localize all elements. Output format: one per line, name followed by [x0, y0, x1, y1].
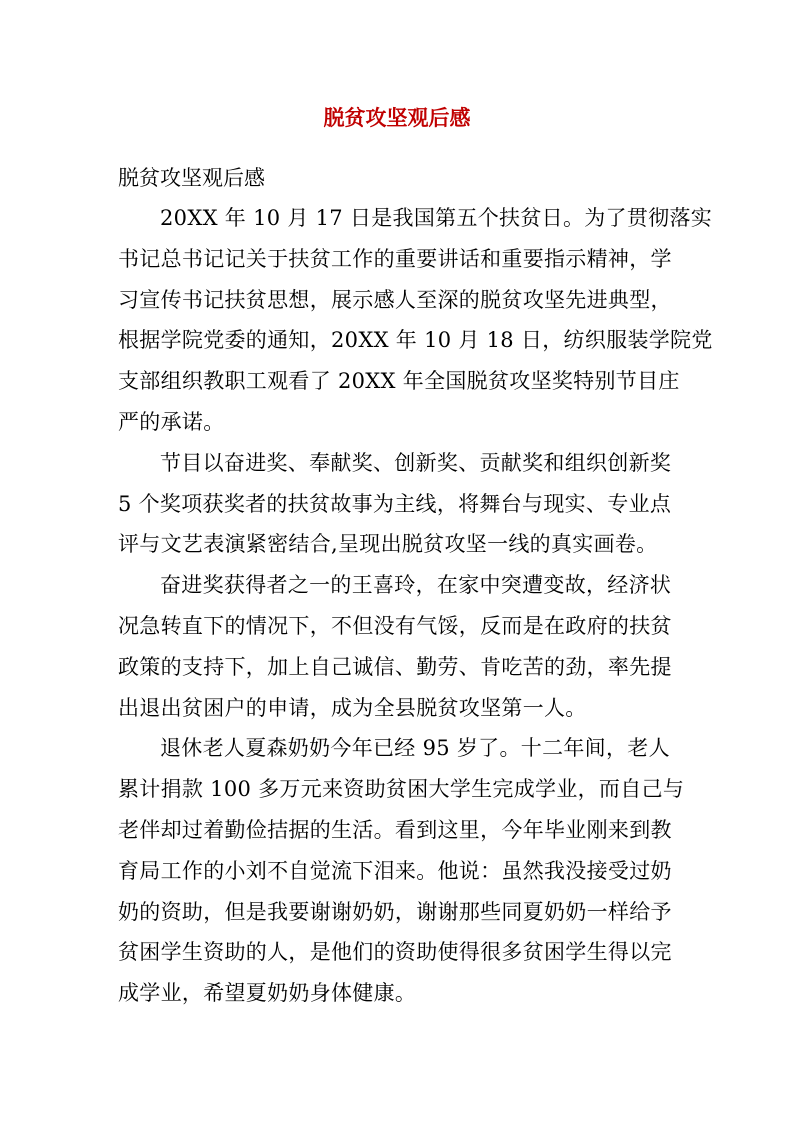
paragraph-line: 奋进奖获得者之一的王喜玲，在家中突遭变故，经济状 — [160, 573, 672, 598]
paragraph-line: 老伴却过着勤俭拮据的生活。看到这里，今年毕业刚来到教 — [118, 817, 672, 842]
paragraph-line: 累计捐款 100 多万元来资助贫困大学生完成学业，而自己与 — [118, 777, 685, 802]
document-body — [118, 158, 713, 1014]
paragraph-2 — [118, 443, 684, 565]
paragraph-line: 成学业，希望夏奶奶身体健康。 — [118, 981, 417, 1006]
paragraph-line: 政策的支持下，加上自己诚信、勤劳、肯吃苦的劲，率先提 — [118, 654, 672, 679]
document-subtitle: 脱贫攻坚观后感 — [118, 166, 265, 190]
paragraph-line: 育局工作的小刘不自觉流下泪来。他说：虽然我没接受过奶 — [118, 858, 672, 883]
paragraph-line: 评与文艺表演紧密结合,呈现出脱贫攻坚一线的真实画卷。 — [118, 532, 658, 557]
document-title: 脱贫攻坚观后感 — [323, 105, 471, 130]
paragraph-line: 贫困学生资助的人，是他们的资助使得很多贫困学生得以完 — [118, 940, 672, 965]
paragraph-line: 20XX 年 10 月 17 日是我国第五个扶贫日。为了贯彻落实 — [160, 206, 713, 230]
paragraph-line: 支部组织教职工观看了 20XX 年全国脱贫攻坚奖特别节目庄 — [118, 369, 680, 394]
paragraph-line: 况急转直下的情况下，不但没有气馁，反而是在政府的扶贫 — [118, 613, 672, 638]
paragraph-line: 严的承诺。 — [118, 409, 225, 434]
paragraph-line: 习宣传书记扶贫思想，展示感人至深的脱贫攻坚先进典型， — [118, 287, 672, 312]
paragraph-3 — [118, 565, 684, 728]
paragraph-1 — [118, 198, 713, 443]
paragraph-line: 书记总书记记关于扶贫工作的重要讲话和重要指示精神，学 — [118, 246, 672, 271]
paragraph-line: 退休老人夏森奶奶今年已经 95 岁了。十二年间，老人 — [160, 736, 670, 761]
paragraph-4 — [118, 728, 684, 1014]
paragraph-line: 根据学院党委的通知，20XX 年 10 月 18 日，纺织服装学院党 — [118, 328, 713, 353]
paragraph-line: 节目以奋进奖、奉献奖、创新奖、贡献奖和组织创新奖 — [160, 450, 672, 475]
paragraph-line: 出退出贫困户的申请，成为全县脱贫攻坚第一人。 — [118, 695, 587, 720]
paragraph-line: 奶的资助，但是我要谢谢奶奶，谢谢那些同夏奶奶一样给予 — [118, 899, 672, 924]
paragraph-line: 5 个奖项获奖者的扶贫故事为主线，将舞台与现实、专业点 — [118, 491, 672, 516]
